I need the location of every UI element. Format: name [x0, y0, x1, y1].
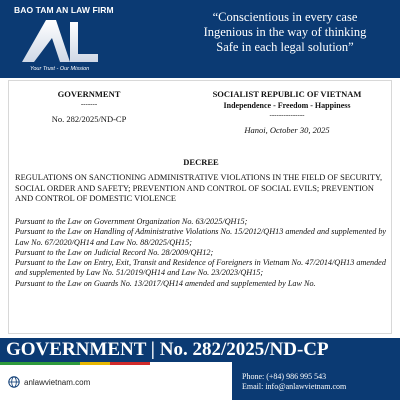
- legal-bases: [15, 217, 387, 289]
- republic-name: SOCIALIST REPUBLIC OF VIETNAM: [212, 89, 362, 99]
- phone-number[interactable]: Phone: (+84) 986 995 543: [242, 372, 327, 381]
- legal-basis: Pursuant to the Law on Judicial Record No. 28/2009/QH12;: [15, 247, 214, 257]
- document-number: No. 282/2025/ND-CP: [51, 114, 127, 124]
- document-heading: [9, 89, 392, 143]
- place-date: Hanoi, October 30, 2025: [244, 125, 330, 135]
- motto-divider: ---------------: [269, 111, 305, 119]
- website-link[interactable]: [8, 376, 90, 388]
- color-strip-yellow: [80, 362, 110, 365]
- decree-label: DECREE: [183, 157, 219, 167]
- slogan-line: Safe in each legal solution”: [216, 40, 354, 54]
- slogan: [180, 10, 390, 55]
- contact-info: [242, 372, 346, 392]
- issuer-divider: -------: [80, 100, 98, 108]
- slogan-line: “Conscientious in every case: [212, 10, 358, 24]
- legal-basis: Pursuant to the Law on Government Organization No. 63/2025/QH15;: [15, 217, 248, 226]
- legal-basis: Pursuant to the Law on Handling of Administrative Violations No. 15/2012/QH13 amended and supplemented by Law No. 67/2020/QH14 and Law No. 88/2025/QH15;: [15, 227, 387, 247]
- issuer: GOVERNMENT: [57, 89, 121, 99]
- color-strip-green: [0, 362, 80, 365]
- brand-tagline: Your Trust - Our Mission: [30, 66, 90, 72]
- brand-name: BAO TAM AN LAW FIRM: [14, 5, 114, 15]
- legal-basis: Pursuant to the Law on Entry, Exit, Transit and Residence of Foreigners in Vietnam No. 47/2014/QH13 amended and supplemented by Law No. 51/2019/QH14 and Law No. 23/2023/QH15;: [15, 258, 386, 278]
- issuer-block: [19, 89, 159, 125]
- law-firm-logo: [20, 18, 100, 64]
- national-motto: Independence - Freedom - Happiness: [223, 101, 351, 110]
- title-banner: GOVERNMENT | No. 282/2025/ND-CP: [0, 338, 400, 362]
- website-url[interactable]: anlawvietnam.com: [24, 377, 91, 387]
- email-address[interactable]: Email: info@anlawvietnam.com: [242, 382, 347, 391]
- decree-document: [8, 80, 392, 334]
- legal-basis: Pursuant to the Law on Guards No. 13/2017/QH14 amended and supplemented by Law No.: [15, 278, 316, 288]
- color-strip-red: [110, 362, 150, 365]
- slogan-line: Ingenious in the way of thinking: [203, 25, 367, 39]
- header-bar: [0, 0, 400, 78]
- republic-block: [187, 89, 387, 136]
- regulation-title: REGULATIONS ON SANCTIONING ADMINISTRATIVE VIOLATIONS IN THE FIELD OF SECURITY, SOCIAL ORDER AND SAFETY; PREVENTION AND CONTROL OF SOCIAL EVILS; PREVENTION AND CONTROL OF DOMESTIC VIOLENCE: [15, 173, 383, 203]
- globe-icon: [8, 376, 20, 388]
